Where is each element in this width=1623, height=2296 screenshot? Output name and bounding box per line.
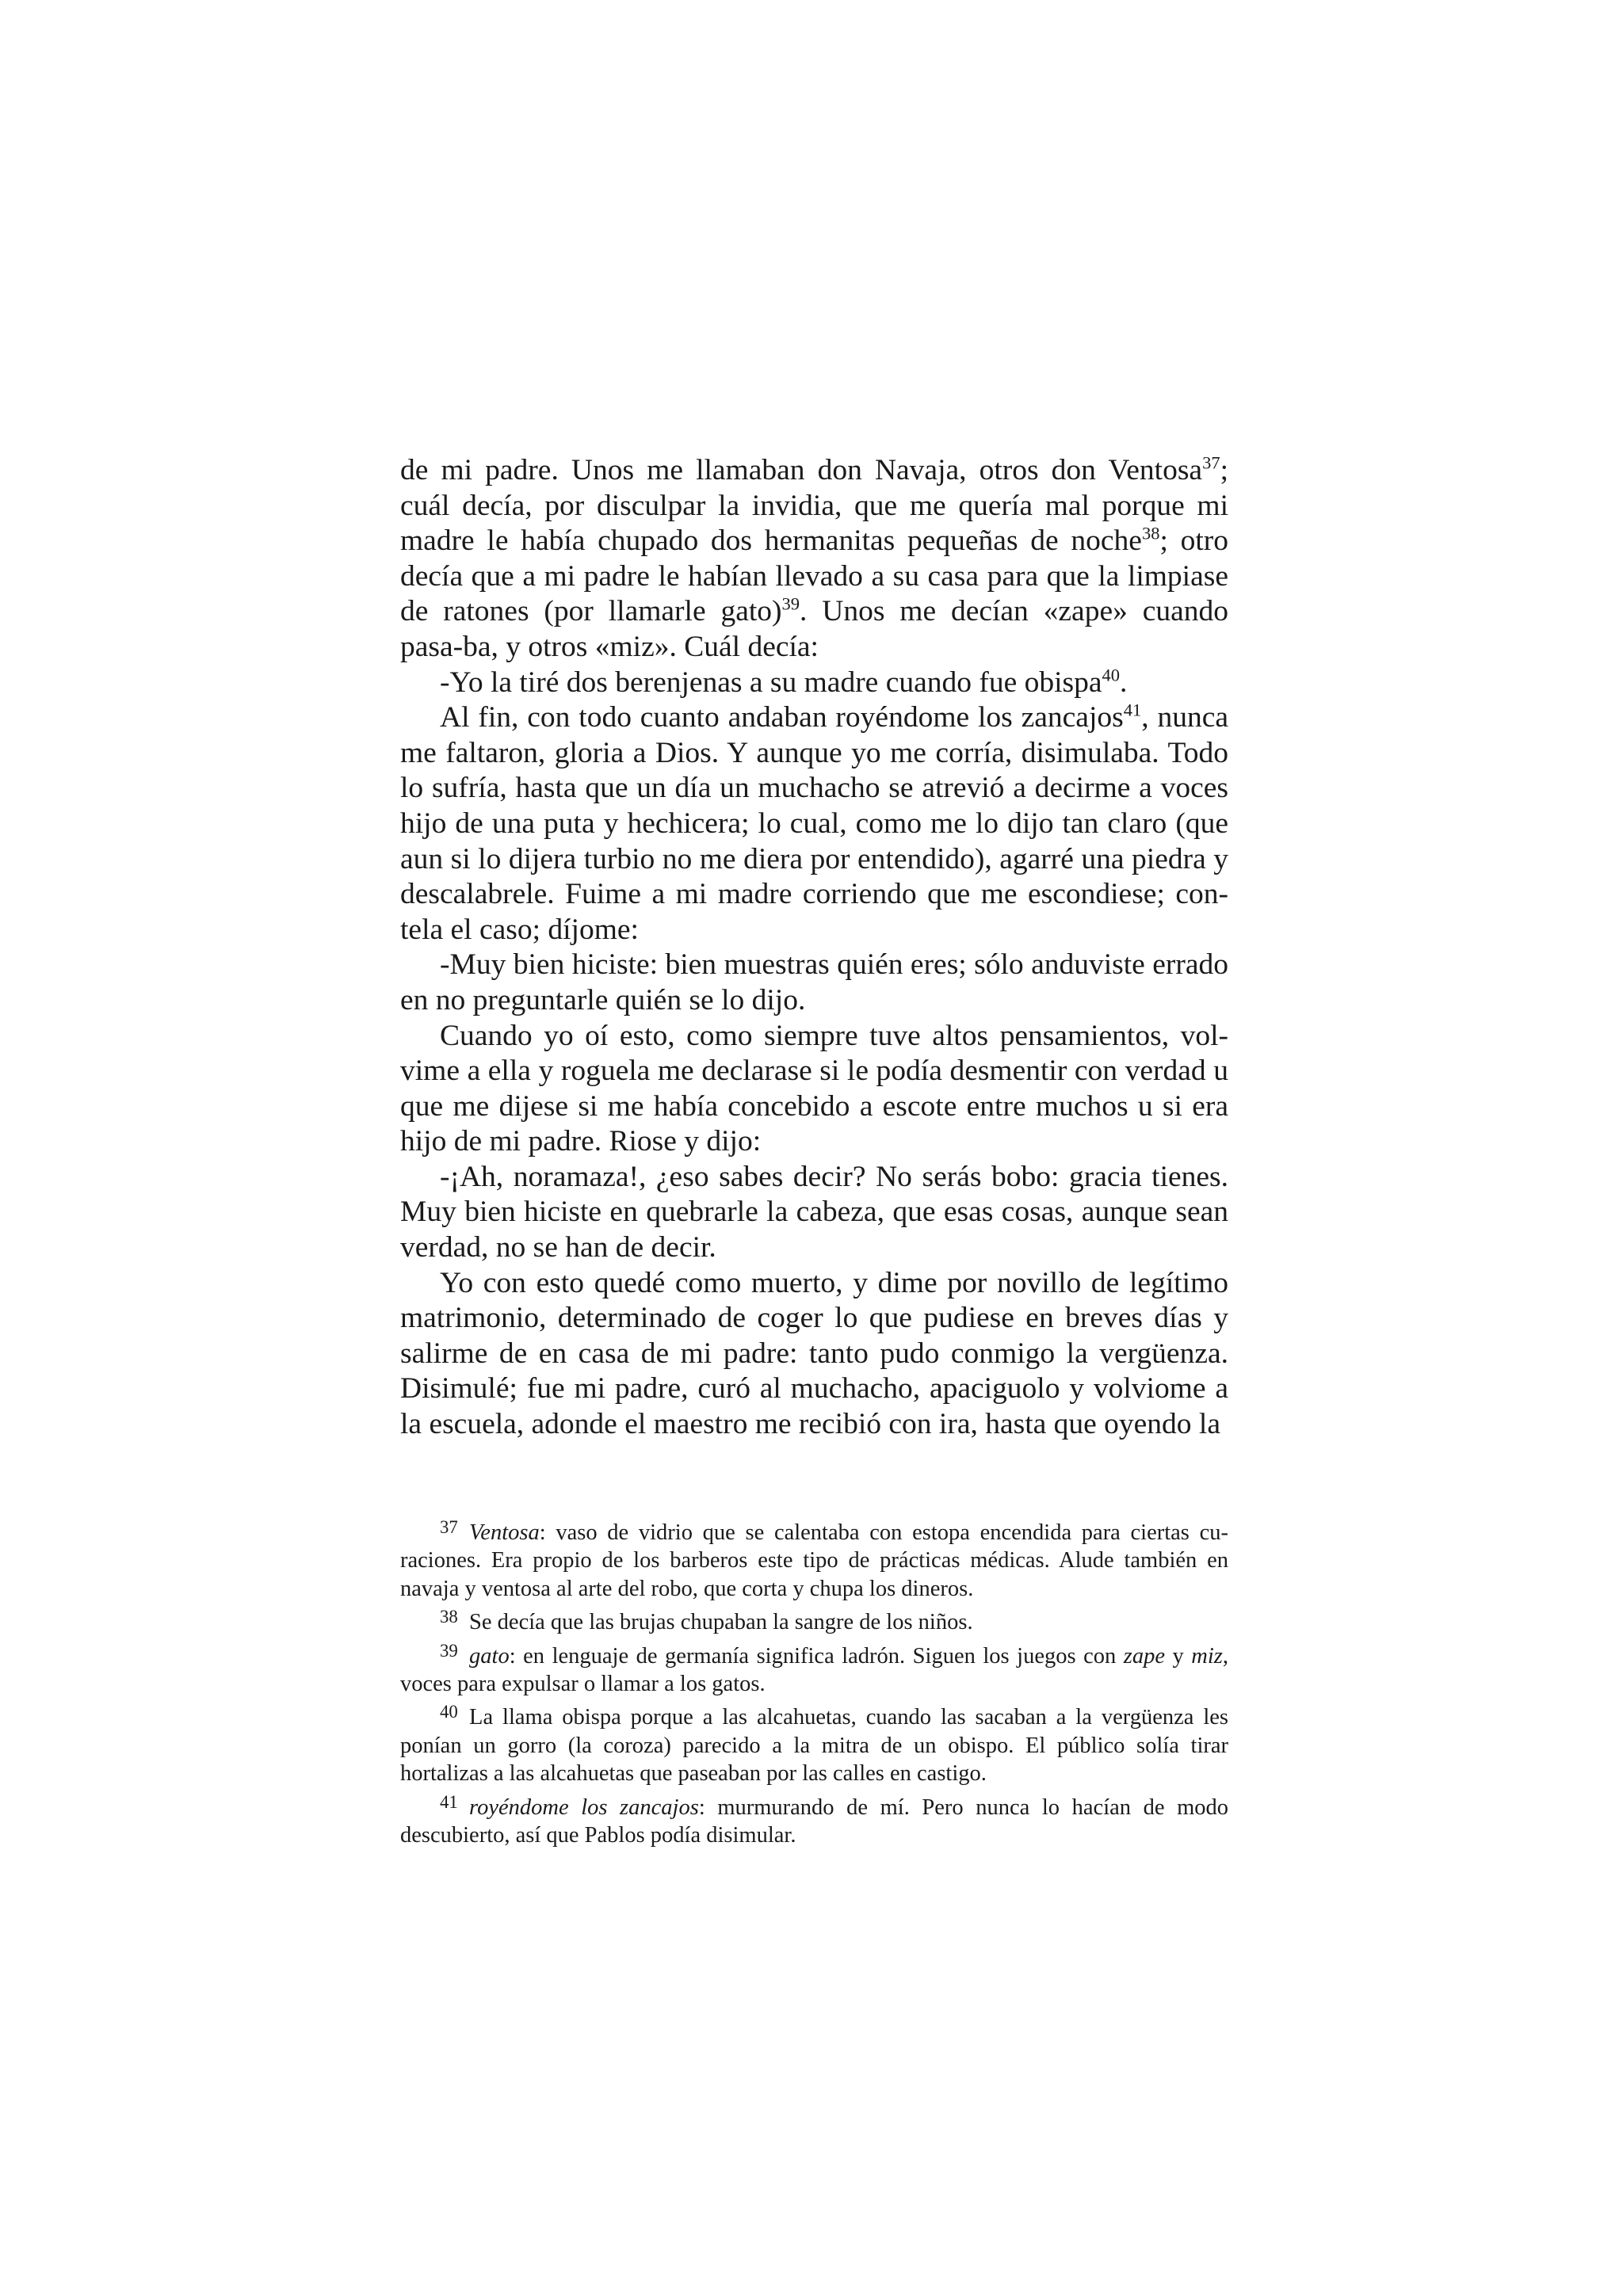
footnote-ref: 40	[1102, 665, 1121, 685]
text-run: -Muy bien hiciste: bien muestras quién eres; sólo anduviste errado en no preguntarle quién se lo dijo.	[400, 948, 1228, 1016]
dialogue-paragraph	[400, 1160, 1228, 1266]
text-run: ; otro decía que a mi padre le habían llevado a su casa para que la limpiase de ratones (por llamarle gato)	[400, 524, 1229, 628]
dialogue-paragraph	[400, 666, 1228, 701]
footnote-number: 41	[440, 1791, 458, 1812]
footnote-ref: 39	[781, 593, 800, 614]
dialogue-paragraph	[400, 948, 1228, 1018]
footnote-number: 38	[440, 1607, 458, 1627]
footnote-number: 37	[440, 1517, 458, 1537]
body-paragraph	[400, 1266, 1228, 1443]
text-run: y	[1165, 1643, 1192, 1669]
text-run: La llama obispa porque a las alcahuetas, cuando las sacaban a la vergüenza les ponían un gorro (la coroza) parecido a la mitra de un obispo. El público solía tirar hortalizas a las alcahuetas que paseaban por las calles en castigo.	[400, 1705, 1228, 1787]
body-paragraph	[400, 1019, 1228, 1160]
footnote-ref: 41	[1123, 700, 1142, 720]
text-run: -¡Ah, noramaza!, ¿eso sabes decir? No serás bobo: gracia tienes. Muy bien hiciste en quebrarle la cabeza, que esas cosas, aunque sean verdad, no se han de decir.	[400, 1160, 1228, 1264]
text-run: Se decía que las brujas chupaban la sangre de los niños.	[469, 1610, 973, 1635]
footnote	[400, 1603, 1228, 1636]
footnotes-section	[400, 1513, 1228, 1849]
text-run: ; cuál decía, por disculpar la invidia, que me quería mal porque mi madre le había chupado dos hermanitas pequeñas de noche	[400, 454, 1228, 558]
text-run: : murmurando de mí. Pero nunca lo hacían de modo descubierto, así que Pablos podía disimular.	[400, 1794, 1229, 1848]
text-run: Yo con esto quedé como muerto, y dime por novillo de legítimo matrimonio, determinado de coger lo que pudiese en breves días y salirme de en casa de mi padre: tanto pudo conmigo la vergüenza. Disimulé; fue mi padre, curó al muchacho, apaciguolo y volviome a la escuela, adonde el maestro me recibió con ira, hasta que oyendo la	[400, 1266, 1228, 1441]
italic-term: gato	[469, 1643, 510, 1669]
italic-term: royéndome los zancajos	[469, 1794, 699, 1820]
text-run: Al fin, con todo cuanto andaban royéndome los zancajos	[440, 701, 1124, 734]
footnote-number: 39	[440, 1640, 458, 1661]
footnote	[400, 1788, 1228, 1850]
text-run: . Unos me decían «zape» cuando pasa-ba, y otros «miz». Cuál decía:	[400, 595, 1228, 663]
footnote-ref: 37	[1202, 452, 1220, 473]
footnote-ref: 38	[1141, 523, 1160, 543]
text-run: : en lenguaje de germanía significa ladrón. Siguen los juegos con	[509, 1643, 1124, 1669]
footnote	[400, 1637, 1228, 1699]
text-run: , nunca me faltaron, gloria a Dios. Y aunque yo me corría, disimulaba. Todo lo sufría, hasta que un día un muchacho se atrevió a decirme a voces hijo de una puta y hechicera; lo cual, como me lo dijo tan claro (que aun si lo dijera turbio no me diera por entendido), agarré una piedra y descalabrele. Fuime a mi madre corriendo que me escondiese; con-tela el caso; díjome:	[400, 701, 1228, 946]
text-run: .	[1120, 666, 1128, 699]
footnote	[400, 1698, 1228, 1787]
text-run: -Yo la tiré dos berenjenas a su madre cuando fue obispa	[440, 666, 1102, 699]
text-run: : vaso de vidrio que se calentaba con estopa encendida para ciertas cu-raciones. Era propio de los barberos este tipo de prácticas médicas. Alude también en navaja y ventosa al arte del robo, que corta y chupa los dineros.	[400, 1520, 1228, 1601]
text-run: , voces para expulsar o llamar a los gatos.	[400, 1643, 1229, 1696]
italic-term: zape	[1123, 1643, 1165, 1669]
body-text	[400, 453, 1228, 1443]
body-paragraph	[400, 700, 1228, 948]
italic-term: miz	[1191, 1643, 1223, 1669]
footnote	[400, 1513, 1228, 1603]
text-run: de mi padre. Unos me llamaban don Navaja, otros don Ventosa	[400, 454, 1203, 486]
italic-term: Ventosa	[469, 1520, 540, 1545]
text-run: Cuando yo oí esto, como siempre tuve altos pensamientos, vol-vime a ella y roguela me declarase si le podía desmentir con verdad u que me dijese si me había concebido a escote entre muchos u si era hijo de mi padre. Riose y dijo:	[400, 1019, 1228, 1158]
footnote-number: 40	[440, 1702, 458, 1722]
body-paragraph	[400, 453, 1228, 666]
